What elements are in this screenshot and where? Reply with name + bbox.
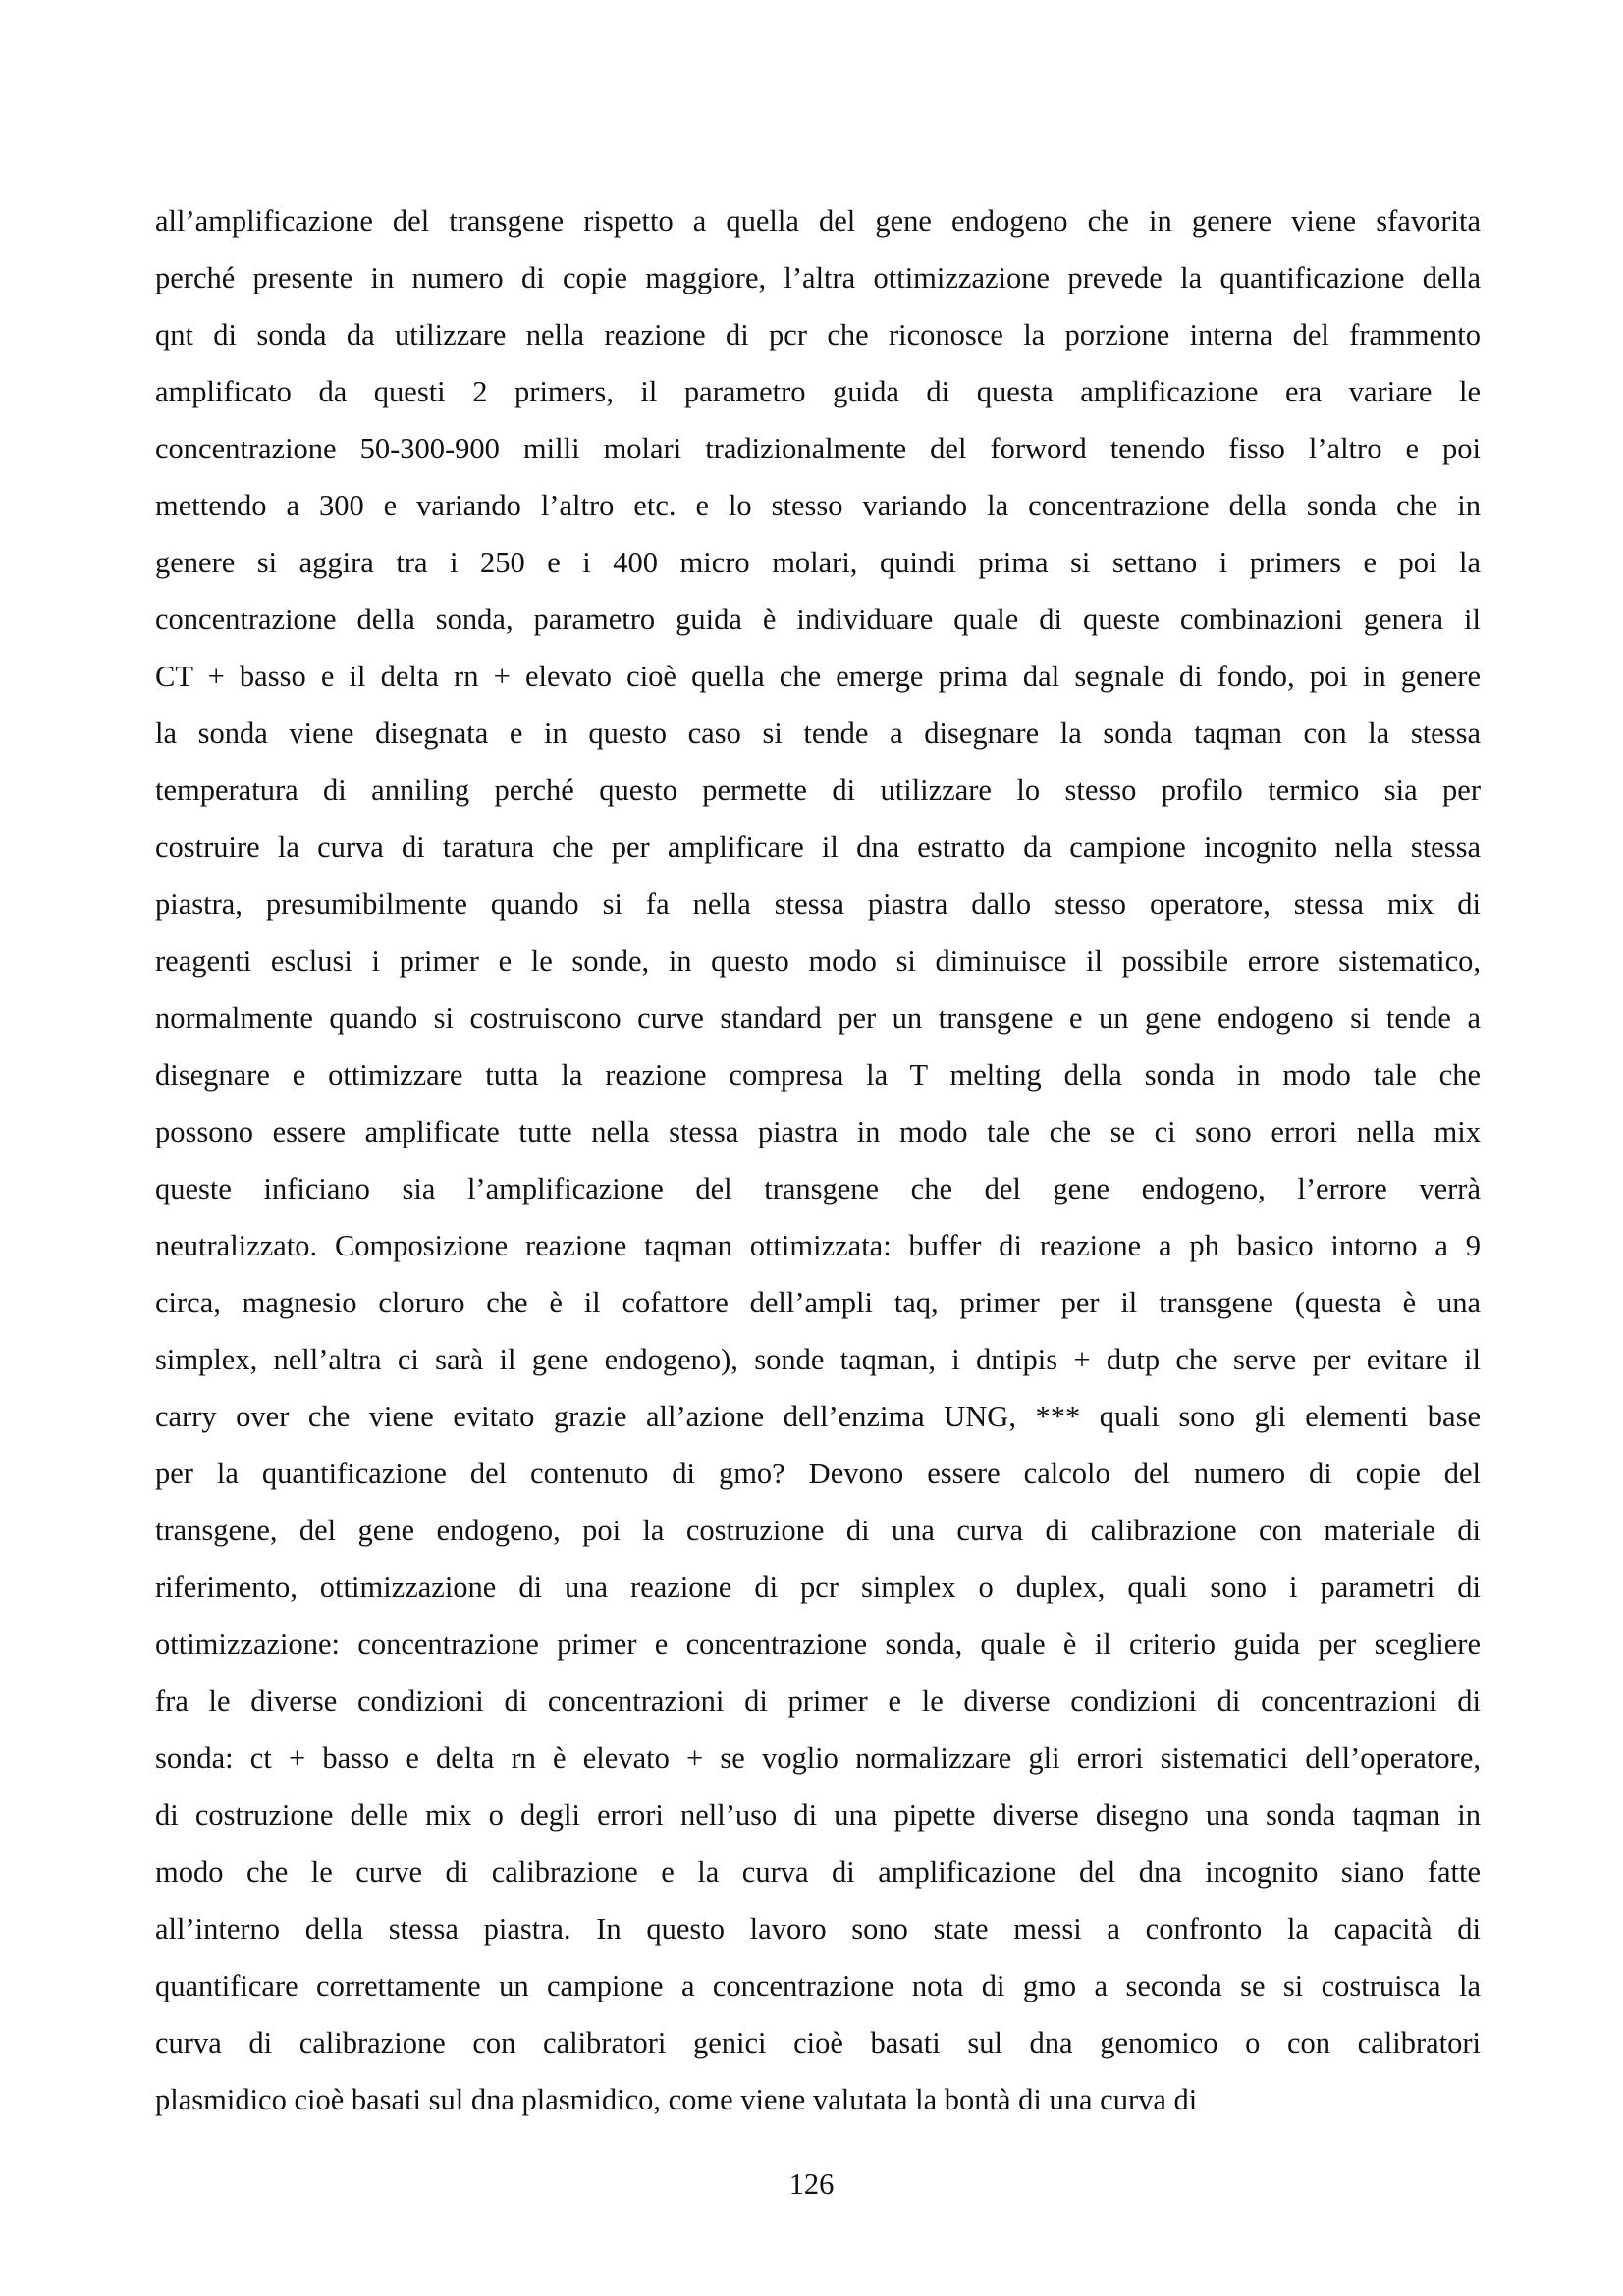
- text-line: plasmidico cioè basati sul dna plasmidico, come viene valutata la bontà di una curva di: [155, 2083, 1198, 2116]
- text-line: simplex, nell’altra ci sarà il gene endogeno), sonde taqman, i dntipis + dutp che serve per evitare il: [155, 1343, 1481, 1376]
- text-line: curva di calibrazione con calibratori genici cioè basati sul dna genomico o con calibratori: [155, 2026, 1481, 2059]
- text-line: concentrazione 50-300-900 milli molari tradizionalmente del forword tenendo fisso l’altro e poi: [155, 432, 1481, 465]
- text-line: modo che le curve di calibrazione e la curva di amplificazione del dna incognito siano fatte: [155, 1855, 1481, 1889]
- text-line: costruire la curva di taratura che per amplificare il dna estratto da campione incognito nella stessa: [155, 830, 1481, 864]
- text-line: ottimizzazione: concentrazione primer e concentrazione sonda, quale è il criterio guida per scegliere: [155, 1628, 1481, 1661]
- text-line: disegnare e ottimizzare tutta la reazione compresa la T melting della sonda in modo tale che: [155, 1058, 1481, 1092]
- text-line: reagenti esclusi i primer e le sonde, in questo modo si diminuisce il possibile errore sistematico,: [155, 944, 1481, 978]
- text-line: qnt di sonda da utilizzare nella reazione di pcr che riconosce la porzione interna del frammento: [155, 318, 1481, 351]
- text-line: normalmente quando si costruiscono curve standard per un transgene e un gene endogeno si tende a: [155, 1001, 1481, 1035]
- text-line: all’amplificazione del transgene rispetto a quella del gene endogeno che in genere viene sfavorita: [155, 204, 1481, 238]
- text-line: fra le diverse condizioni di concentrazioni di primer e le diverse condizioni di concentrazioni di: [155, 1684, 1481, 1718]
- text-line: quantificare correttamente un campione a concentrazione nota di gmo a seconda se si costruisca la: [155, 1969, 1481, 2002]
- text-line: CT + basso e il delta rn + elevato cioè quella che emerge prima dal segnale di fondo, poi in genere: [155, 660, 1481, 693]
- text-line: amplificato da questi 2 primers, il parametro guida di questa amplificazione era variare le: [155, 375, 1481, 408]
- text-line: circa, magnesio cloruro che è il cofattore dell’ampli taq, primer per il transgene (questa è una: [155, 1286, 1481, 1319]
- text-line: all’interno della stessa piastra. In questo lavoro sono state messi a confronto la capacità di: [155, 1912, 1481, 1946]
- text-line: concentrazione della sonda, parametro guida è individuare quale di queste combinazioni genera il: [155, 603, 1481, 636]
- text-line: perché presente in numero di copie maggiore, l’altra ottimizzazione prevede la quantificazione della: [155, 261, 1481, 294]
- text-line: riferimento, ottimizzazione di una reazione di pcr simplex o duplex, quali sono i parametri di: [155, 1571, 1481, 1604]
- text-line: genere si aggira tra i 250 e i 400 micro molari, quindi prima si settano i primers e poi la: [155, 546, 1481, 579]
- text-line: carry over che viene evitato grazie all’azione dell’enzima UNG, *** quali sono gli elementi base: [155, 1400, 1481, 1433]
- text-line: per la quantificazione del contenuto di gmo? Devono essere calcolo del numero di copie del: [155, 1457, 1481, 1490]
- page-number: 126: [788, 2167, 835, 2201]
- text-line: possono essere amplificate tutte nella stessa piastra in modo tale che se ci sono errori nella mix: [155, 1115, 1481, 1148]
- text-line: piastra, presumibilmente quando si fa nella stessa piastra dallo stesso operatore, stessa mix di: [155, 887, 1481, 921]
- text-line: queste inficiano sia l’amplificazione del transgene che del gene endogeno, l’errore verrà: [155, 1172, 1481, 1205]
- text-line: neutralizzato. Composizione reazione taqman ottimizzata: buffer di reazione a ph basico intorno a 9: [155, 1229, 1481, 1262]
- text-line: transgene, del gene endogeno, poi la costruzione di una curva di calibrazione con materiale di: [155, 1514, 1481, 1547]
- text-line: sonda: ct + basso e delta rn è elevato + se voglio normalizzare gli errori sistematici dell’operatore,: [155, 1741, 1481, 1775]
- text-line: mettendo a 300 e variando l’altro etc. e lo stesso variando la concentrazione della sonda che in: [155, 489, 1481, 522]
- text-line: temperatura di anniling perché questo permette di utilizzare lo stesso profilo termico sia per: [155, 774, 1481, 807]
- text-line: la sonda viene disegnata e in questo caso si tende a disegnare la sonda taqman con la stessa: [155, 717, 1481, 750]
- text-line: di costruzione delle mix o degli errori nell’uso di una pipette diverse disegno una sonda taqman in: [155, 1798, 1481, 1832]
- body-paragraph: [155, 192, 1481, 2128]
